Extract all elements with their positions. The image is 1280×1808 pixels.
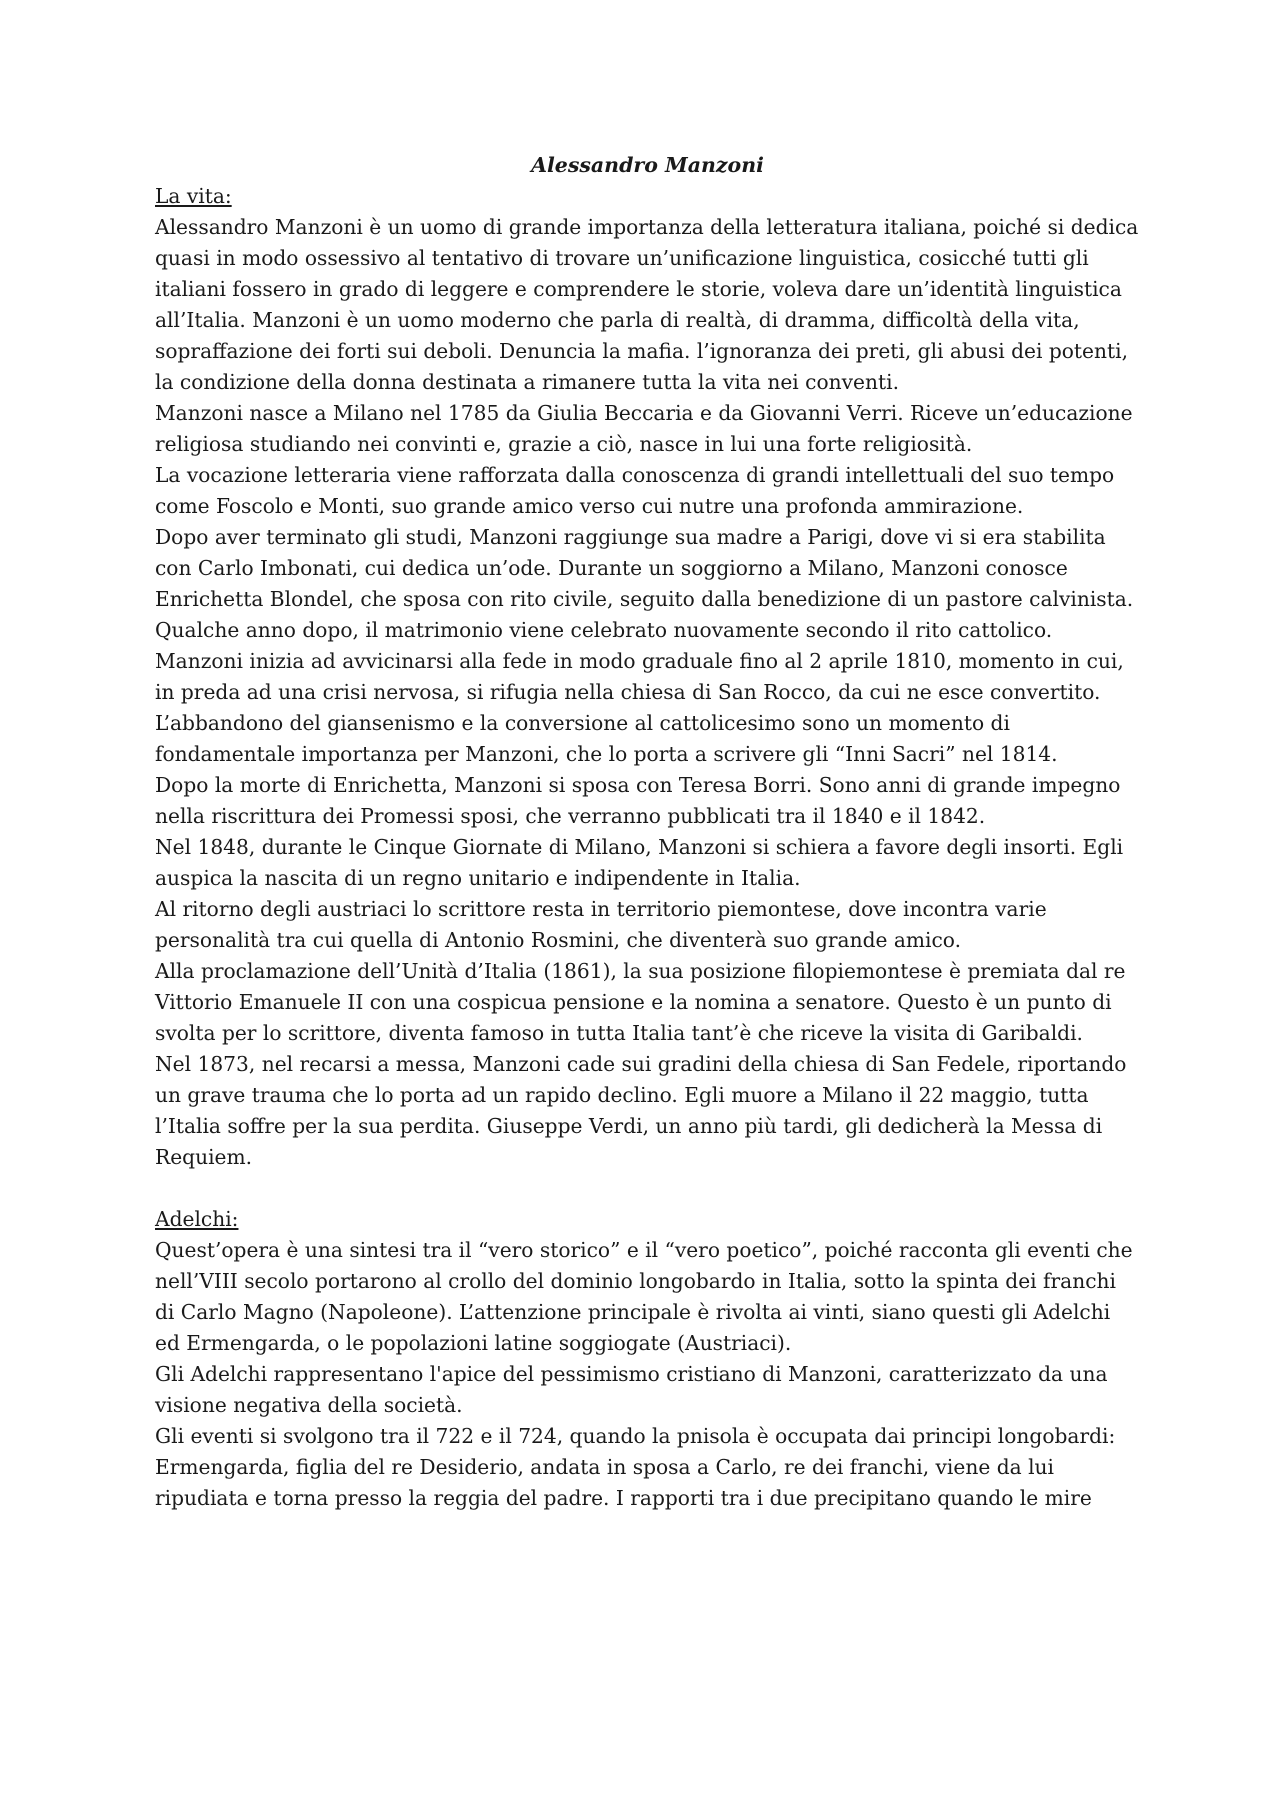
paragraph: Alessandro Manzoni è un uomo di grande importanza della letteratura italiana, poiché si dedica quasi in modo ossessivo al tentativo di trovare un’unificazione linguistica, cosicché tutti gli italiani fossero in grado di leggere e comprendere le storie, voleva dare un’identità linguistica all’Italia. Manzoni è un uomo moderno che parla di realtà, di dramma, difficoltà della vita, sopraffazione dei forti sui deboli. Denuncia la mafia. l’ignoranza dei preti, gli abusi dei potenti, la condizione della donna destinata a rimanere tutta la vita nei conventi. [155, 215, 1139, 394]
document-page [155, 150, 1140, 1514]
document-title: Alessandro Manzoni [531, 153, 764, 177]
section-adelchi [155, 1204, 1140, 1514]
paragraph: Alla proclamazione dell’Unità d’Italia (1861), la sua posizione filopiemontese è premiata dal re Vittorio Emanuele II con una cospicua pensione e la nomina a senatore. Questo è un punto di svolta per lo scrittore, diventa famoso in tutta Italia tant’è che riceve la visita di Garibaldi. [155, 959, 1126, 1045]
paragraph: Dopo aver terminato gli studi, Manzoni raggiunge sua madre a Parigi, dove vi si era stabilita con Carlo Imbonati, cui dedica un’ode. Durante un soggiorno a Milano, Manzoni conosce Enrichetta Blondel, che sposa con rito civile, seguito dalla benedizione di un pastore calvinista. Qualche anno dopo, il matrimonio viene celebrato nuovamente secondo il rito cattolico. [155, 525, 1134, 642]
paragraph: Quest’opera è una sintesi tra il “vero storico” e il “vero poetico”, poiché racconta gli eventi che nell’VIII secolo portarono al crollo del dominio longobardo in Italia, sotto la spinta dei franchi di Carlo Magno (Napoleone). L’attenzione principale è rivolta ai vinti, siano questi gli Adelchi ed Ermengarda, o le popolazioni latine soggiogate (Austriaci). [155, 1238, 1133, 1355]
paragraph: La vocazione letteraria viene rafforzata dalla conoscenza di grandi intellettuali del suo tempo come Foscolo e Monti, suo grande amico verso cui nutre una profonda ammirazione. [155, 463, 1115, 518]
section-heading: La vita: [155, 184, 232, 208]
paragraph: Gli Adelchi rappresentano l'apice del pessimismo cristiano di Manzoni, caratterizzato da una visione negativa della società. [155, 1362, 1108, 1417]
paragraph: Manzoni inizia ad avvicinarsi alla fede in modo graduale fino al 2 aprile 1810, momento in cui, in preda ad una crisi nervosa, si rifugia nella chiesa di San Rocco, da cui ne esce convertito. L’abbandono del giansenismo e la conversione al cattolicesimo sono un momento di fondamentale importanza per Manzoni, che lo porta a scrivere gli “Inni Sacri” nel 1814. [155, 649, 1124, 766]
section-la-vita [155, 181, 1140, 1173]
paragraph: Dopo la morte di Enrichetta, Manzoni si sposa con Teresa Borri. Sono anni di grande impegno nella riscrittura dei Promessi sposi, che verranno pubblicati tra il 1840 e il 1842. [155, 773, 1121, 828]
paragraph: Al ritorno degli austriaci lo scrittore resta in territorio piemontese, dove incontra varie personalità tra cui quella di Antonio Rosmini, che diventerà suo grande amico. [155, 897, 1047, 952]
paragraph: Nel 1873, nel recarsi a messa, Manzoni cade sui gradini della chiesa di San Fedele, riportando un grave trauma che lo porta ad un rapido declino. Egli muore a Milano il 22 maggio, tutta l’Italia soffre per la sua perdita. Giuseppe Verdi, un anno più tardi, gli dedicherà la Messa di Requiem. [155, 1052, 1127, 1169]
section-heading: Adelchi: [155, 1207, 239, 1231]
paragraph: Nel 1848, durante le Cinque Giornate di Milano, Manzoni si schiera a favore degli insorti. Egli auspica la nascita di un regno unitario e indipendente in Italia. [155, 835, 1124, 890]
blank-line [155, 1173, 1140, 1204]
paragraph: Manzoni nasce a Milano nel 1785 da Giulia Beccaria e da Giovanni Verri. Riceve un’educazione religiosa studiando nei convinti e, grazie a ciò, nasce in lui una forte religiosità. [155, 401, 1133, 456]
paragraph: Gli eventi si svolgono tra il 722 e il 724, quando la pnisola è occupata dai principi longobardi: Ermengarda, figlia del re Desiderio, andata in sposa a Carlo, re dei franchi, viene da lui ripudiata e torna presso la reggia del padre. I rapporti tra i due precipitano quando le mire [155, 1424, 1116, 1510]
